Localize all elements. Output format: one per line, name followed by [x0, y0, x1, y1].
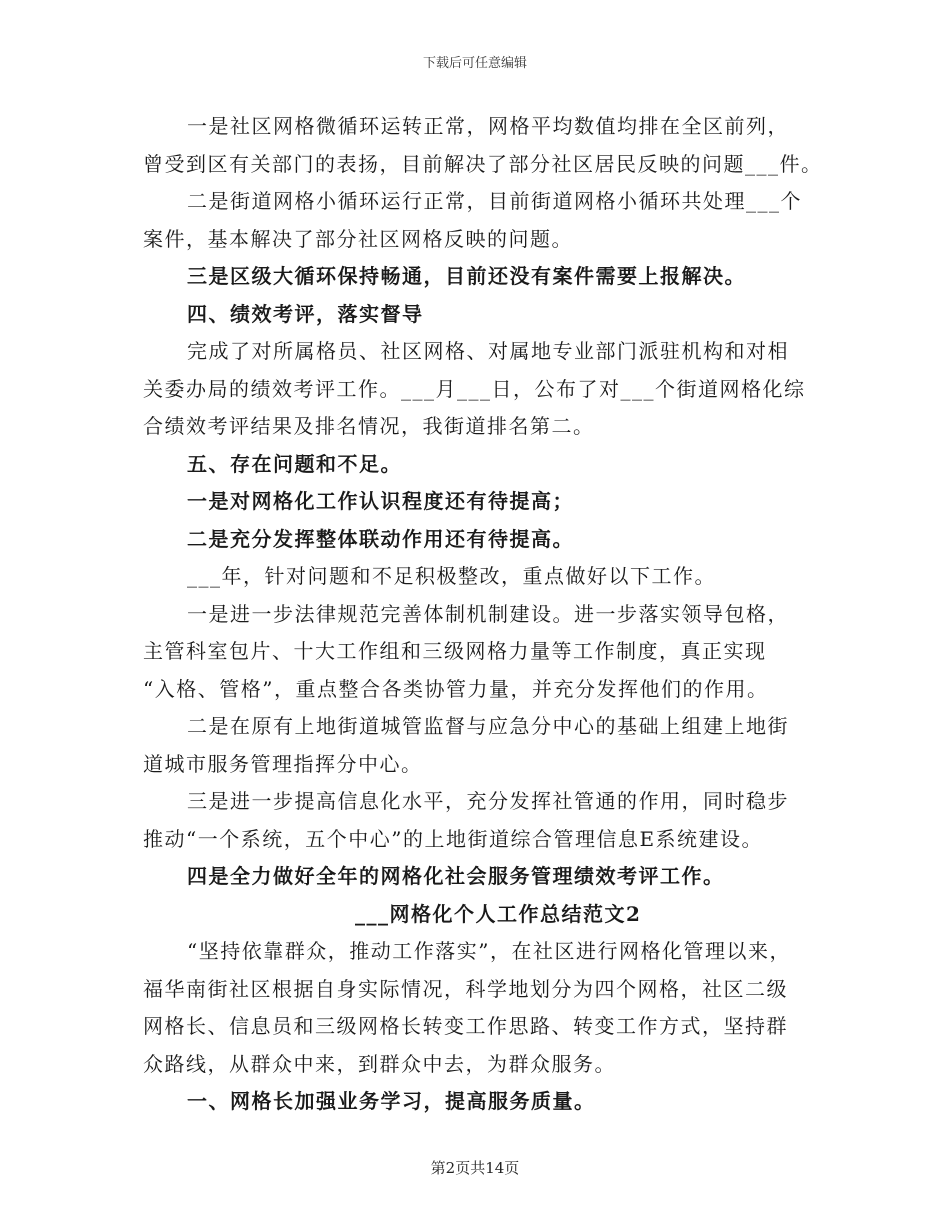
text-line: 网格长、信息员和三级网格长转变工作思路、转变工作方式，坚持群 — [143, 1014, 788, 1038]
text-line: “入格、管格”，重点整合各类协管力量，并充分发挥他们的作用。 — [143, 676, 769, 701]
text-line: 二是充分发挥整体联动作用还有待提高。 — [187, 526, 574, 551]
text-line: 福华南街社区根据自身实际情况，科学地划分为四个网格，社区二级 — [143, 976, 788, 1001]
text-line: 道城市服务管理指挥分中心。 — [143, 751, 423, 776]
section-title: ___网格化个人工作总结范文2 — [355, 901, 642, 926]
text-line: 众路线，从群众中来，到群众中去，为群众服务。 — [143, 1051, 616, 1076]
text-line: 一是对网格化工作认识程度还有待提高； — [187, 489, 574, 513]
text-line: 一、网格长加强业务学习，提高服务质量。 — [187, 1089, 596, 1113]
text-line: 曾受到区有关部门的表扬，目前解决了部分社区居民反映的问题___件。 — [143, 151, 823, 176]
text-line: 合绩效考评结果及排名情况，我街道排名第二。 — [143, 414, 595, 438]
page-header: 下载后可任意编辑 — [422, 56, 527, 71]
text-line: 三是区级大循环保持畅通，目前还没有案件需要上报解决。 — [187, 264, 746, 288]
text-line: 四是全力做好全年的网格化社会服务管理绩效考评工作。 — [187, 864, 725, 888]
text-line: 一是进一步法律规范完善体制机制建设。进一步落实领导包格， — [187, 601, 789, 626]
text-line: 一是社区网格微循环运转正常，网格平均数值均排在全区前列， — [187, 114, 789, 138]
text-line: 五、存在问题和不足。 — [187, 451, 402, 476]
text-line: ___年，针对问题和不足积极整改，重点做好以下工作。 — [187, 564, 716, 588]
text-line: 完成了对所属格员、社区网格、对属地专业部门派驻机构和对相 — [187, 339, 789, 363]
page-footer: 第2页共14页 — [430, 1159, 520, 1177]
text-line: 案件，基本解决了部分社区网格反映的问题。 — [143, 226, 573, 251]
text-line: 关委办局的绩效考评工作。___月___日，公布了对___个街道网格化综 — [143, 376, 806, 401]
text-line: 四、绩效考评，落实督导 — [187, 301, 424, 326]
text-line: 三是进一步提高信息化水平，充分发挥社管通的作用，同时稳步 — [187, 789, 789, 813]
text-line: 推动“一个系统，五个中心”的上地街道综合管理信息E系统建设。 — [143, 826, 764, 851]
text-line: 二是在原有上地街道城管监督与应急分中心的基础上组建上地街 — [187, 714, 789, 738]
text-line: 二是街道网格小循环运行正常，目前街道网格小循环共处理___个 — [187, 189, 802, 213]
text-line: “坚持依靠群众，推动工作落实”，在社区进行网格化管理以来， — [187, 939, 791, 963]
text-line: 主管科室包片、十大工作组和三级网格力量等工作制度，真正实现 — [143, 639, 767, 663]
document-body — [143, 108, 823, 1121]
